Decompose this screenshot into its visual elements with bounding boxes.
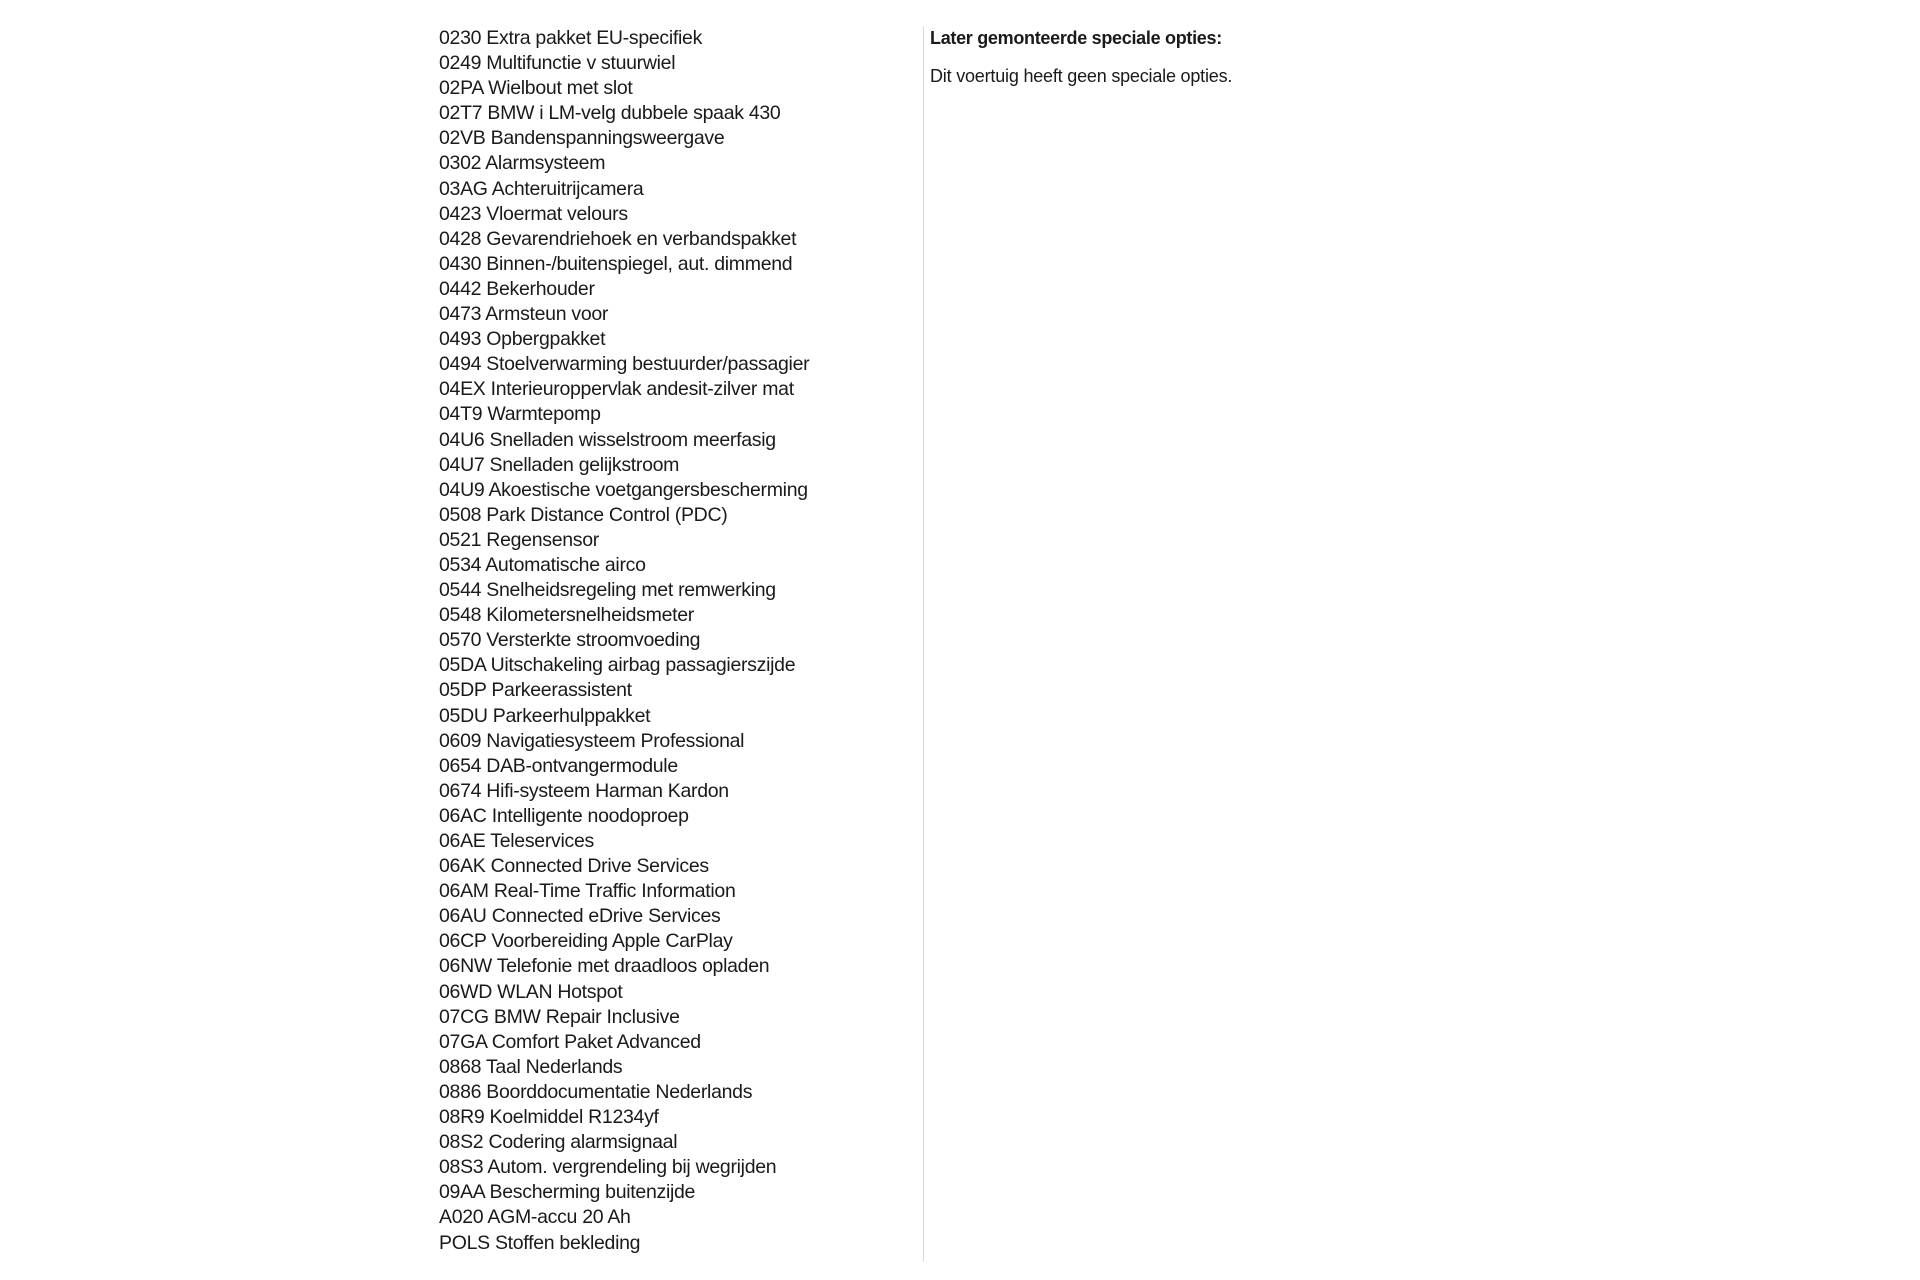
option-item: 0534 Automatische airco (439, 553, 646, 576)
option-item: 0570 Versterkte stroomvoeding (439, 629, 701, 652)
option-item: 0430 Binnen-/buitenspiegel, aut. dimmend (439, 252, 793, 275)
option-item: 06CP Voorbereiding Apple CarPlay (439, 930, 733, 953)
option-item: 0249 Multifunctie v stuurwiel (439, 52, 676, 75)
option-item: 02T7 BMW i LM-velg dubbele spaak 430 (439, 102, 781, 125)
option-item: 0230 Extra pakket EU-specifiek (439, 27, 703, 49)
option-item: 0654 DAB-ontvangermodule (439, 754, 678, 777)
option-item: 0508 Park Distance Control (PDC) (439, 503, 728, 526)
option-item: 08S3 Autom. vergrendeling bij wegrijden (439, 1156, 777, 1179)
option-item: 08R9 Koelmiddel R1234yf (439, 1106, 659, 1129)
option-item: 06WD WLAN Hotspot (439, 980, 623, 1003)
option-item: 0609 Navigatiesysteem Professional (439, 729, 745, 752)
option-item: 0868 Taal Nederlands (439, 1055, 623, 1078)
option-item: 0302 Alarmsysteem (439, 152, 606, 175)
option-item: 03AG Achteruitrijcamera (439, 177, 644, 200)
option-item: 0886 Boorddocumentatie Nederlands (439, 1080, 753, 1103)
column-divider (923, 26, 924, 1262)
option-item: 02VB Bandenspanningsweergave (439, 127, 725, 150)
option-item: A020 AGM-accu 20 Ah (439, 1206, 631, 1229)
option-item: 0548 Kilometersnelheidsmeter (439, 604, 694, 627)
option-item: 07CG BMW Repair Inclusive (439, 1005, 680, 1028)
factory-options-column (439, 26, 899, 1256)
option-item: 04U9 Akoestische voetgangersbescherming (439, 478, 808, 501)
option-item: 0674 Hifi-systeem Harman Kardon (439, 779, 729, 802)
option-item: 04T9 Warmtepomp (439, 403, 601, 426)
option-item: 09AA Bescherming buitenzijde (439, 1181, 696, 1204)
option-item: 05DA Uitschakeling airbag passagierszijde (439, 654, 796, 677)
option-item: 06NW Telefonie met draadloos opladen (439, 955, 770, 978)
option-item: 06AC Intelligente noodoproep (439, 804, 689, 827)
factory-options-list (439, 26, 899, 1256)
option-item: 0493 Opbergpakket (439, 328, 606, 351)
option-item: 06AE Teleservices (439, 830, 594, 852)
special-options-column (930, 26, 1630, 88)
option-item: 0494 Stoelverwarming bestuurder/passagier (439, 353, 810, 376)
option-item: 05DP Parkeerassistent (439, 679, 632, 702)
special-options-heading: Later gemonteerde speciale opties: (930, 28, 1222, 48)
option-item: 0428 Gevarendriehoek en verbandspakket (439, 227, 797, 250)
special-options-text: Dit voertuig heeft geen speciale opties. (930, 66, 1233, 86)
option-item: 06AU Connected eDrive Services (439, 905, 721, 928)
option-item: 0423 Vloermat velours (439, 202, 628, 225)
option-item: 0442 Bekerhouder (439, 277, 595, 300)
option-item: 04U7 Snelladen gelijkstroom (439, 453, 680, 476)
option-item: 06AM Real-Time Traffic Information (439, 880, 736, 903)
option-item: POLS Stoffen bekleding (439, 1231, 641, 1254)
option-item: 04EX Interieuroppervlak andesit-zilver mat (439, 378, 794, 401)
option-item: 04U6 Snelladen wisselstroom meerfasig (439, 428, 776, 451)
option-item: 02PA Wielbout met slot (439, 77, 633, 100)
option-item: 0521 Regensensor (439, 528, 599, 551)
option-item: 0473 Armsteun voor (439, 303, 609, 326)
option-item: 05DU Parkeerhulppakket (439, 704, 651, 727)
option-item: 06AK Connected Drive Services (439, 855, 709, 878)
option-item: 08S2 Codering alarmsignaal (439, 1131, 678, 1154)
option-item: 07GA Comfort Paket Advanced (439, 1030, 701, 1053)
option-item: 0544 Snelheidsregeling met remwerking (439, 579, 776, 602)
